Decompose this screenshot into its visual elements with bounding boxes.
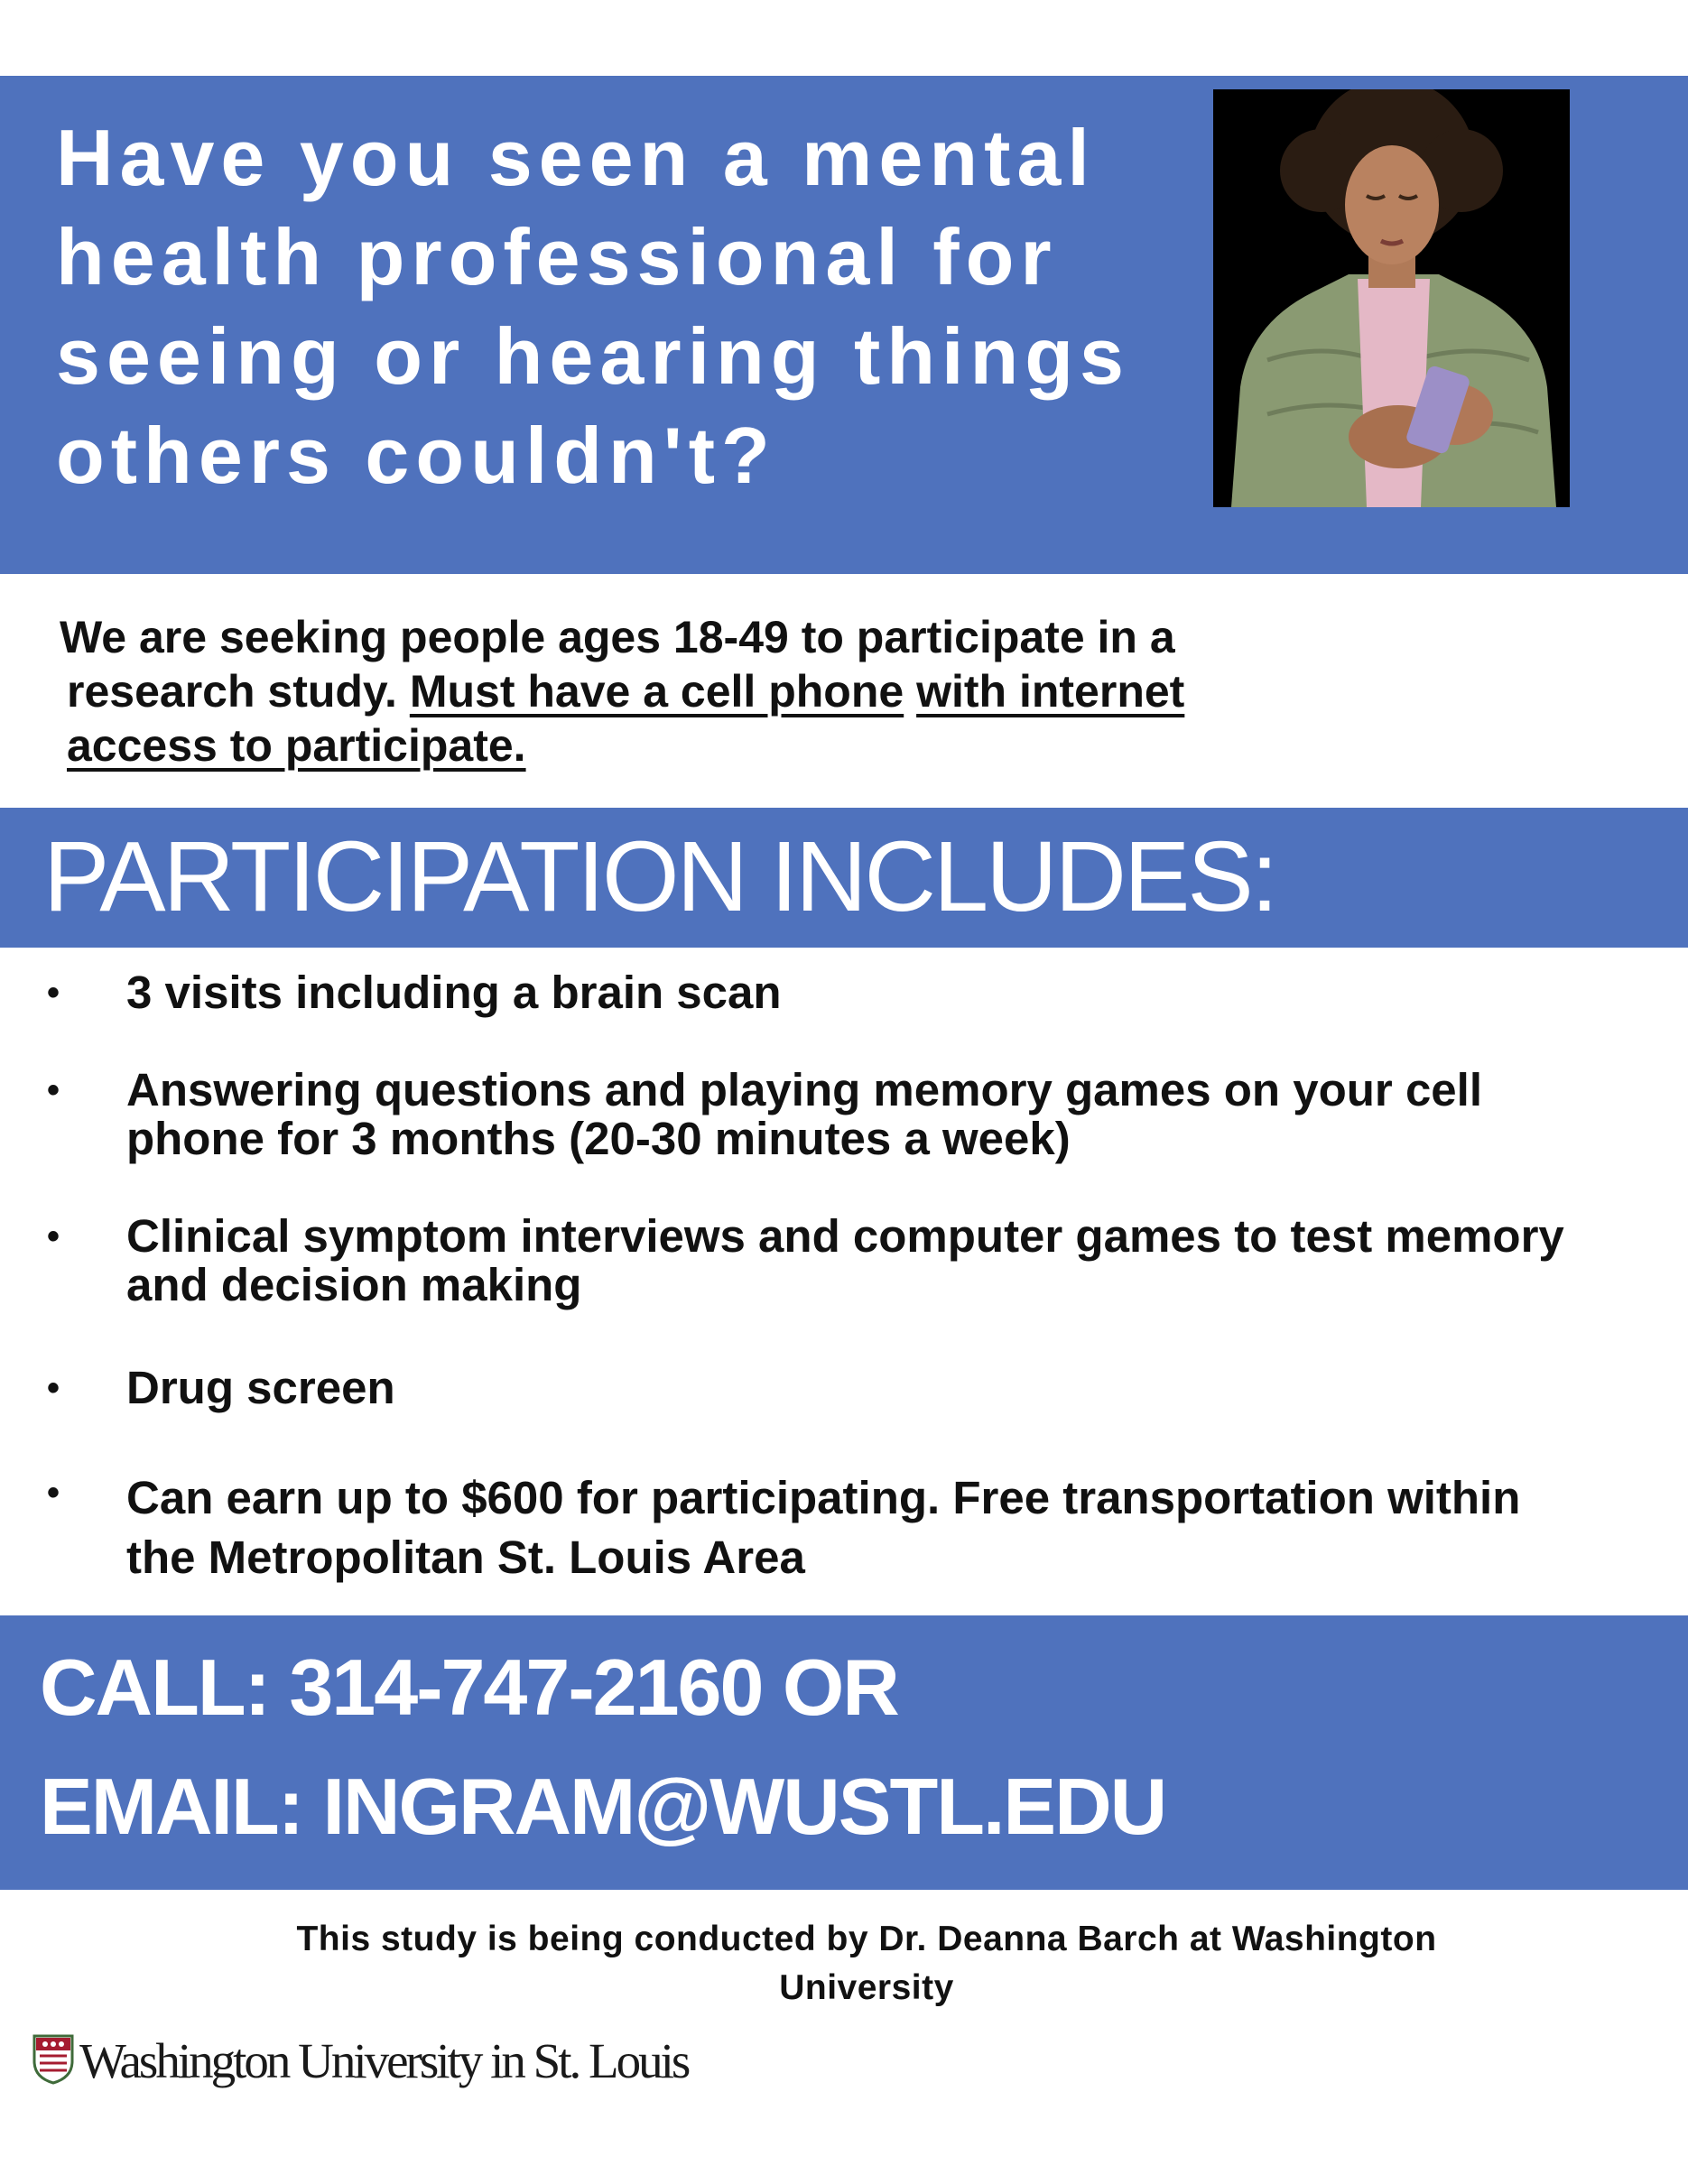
headline: Have you seen a mental health professional for seeing or hearing things others couldn't?: [56, 113, 1130, 500]
bullet-icon: •: [47, 1070, 60, 1110]
bullet-icon: •: [47, 1473, 60, 1513]
participation-heading: PARTICIPATION INCLUDES:: [43, 821, 1276, 932]
bullet-icon: •: [47, 973, 60, 1013]
requirement-cell-phone: Must have a cell phone: [409, 666, 904, 717]
list-item-text: Answering questions and playing memory games on your cell phone for 3 months (20-30 minutes a week): [126, 1064, 1483, 1164]
photo-illustration: [1213, 89, 1570, 507]
university-shield-icon: [32, 2034, 74, 2085]
list-item-text: Drug screen: [126, 1362, 395, 1413]
intro-line-1: We are seeking people ages 18-49 to participate in a: [60, 612, 1175, 662]
contact-phone[interactable]: CALL: 314-747-2160 OR: [40, 1643, 898, 1732]
list-item-text: Clinical symptom interviews and computer games to test memory and decision making: [126, 1210, 1564, 1310]
requirement-access: access to participate.: [67, 720, 526, 771]
list-item-text: 3 visits including a brain scan: [126, 967, 782, 1018]
logo-wordmark: Washington University in St. Louis: [79, 2033, 689, 2088]
list-item-text: Can earn up to $600 for participating. Free transportation within the Metropolitan St. Louis Area: [126, 1472, 1521, 1583]
requirement-internet: with internet: [916, 666, 1185, 717]
intro-paragraph: [60, 610, 1396, 773]
intro-line-3: [60, 718, 1396, 773]
bullet-icon: •: [47, 1368, 60, 1408]
intro-research-study: research study.: [67, 666, 397, 717]
study-conductor-note: This study is being conducted by Dr. Deanna Barch at Washington University: [296, 1920, 1437, 2007]
contact-email[interactable]: EMAIL: INGRAM@WUSTL.EDU: [40, 1762, 1166, 1851]
intro-line-2: [60, 664, 1396, 718]
woman-looking-at-phone-photo: [1213, 89, 1570, 507]
bullet-icon: •: [47, 1217, 60, 1256]
